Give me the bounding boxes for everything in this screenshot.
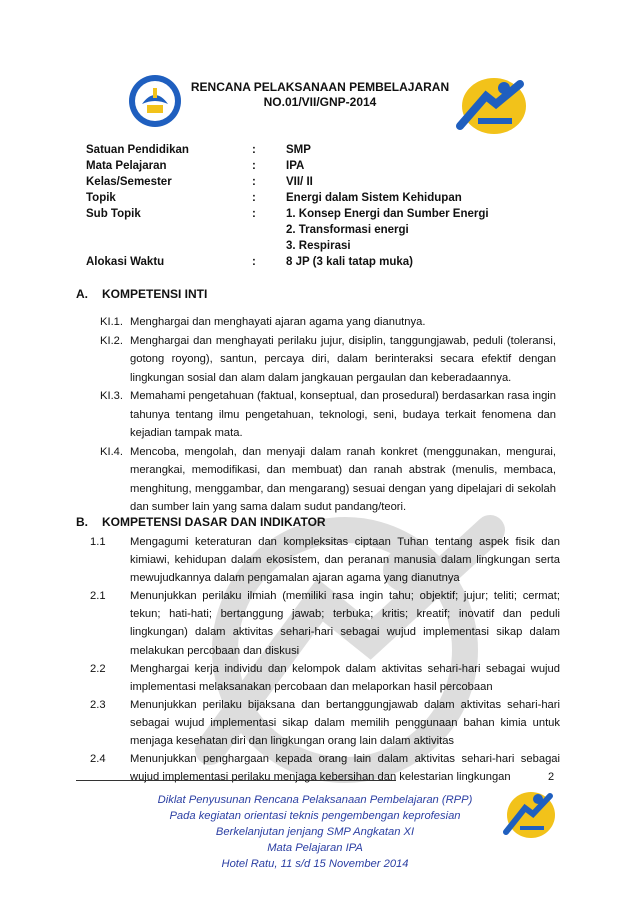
footer-line: Mata Pelajaran IPA	[267, 842, 363, 854]
item-text: Menghargai kerja individu dan kelompok dalam aktivitas sehari-hari sebagai wujud implementasi melaksanakan percobaan dan melaporkan hasil percobaan	[130, 662, 560, 693]
info-row	[86, 256, 556, 272]
footer-line: Berkelanjutan jenjang SMP Angkatan XI	[215, 826, 415, 838]
page-number: 2	[548, 771, 555, 783]
item-text: Memahami pengetahuan (faktual, konseptual, dan prosedural) berdasarkan rasa ingin tahunya tentang ilmu pengetahuan, teknologi, seni, budaya terkait fenomena dan kejadian tampak mata.	[130, 390, 556, 439]
list-item	[90, 587, 560, 659]
item-code: KI.1.	[100, 316, 124, 328]
info-row	[86, 240, 556, 256]
list-item	[100, 332, 556, 388]
info-row	[86, 224, 556, 240]
kompetensi-inti-list	[100, 313, 556, 517]
item-code: 1.1	[90, 536, 106, 548]
item-text: Menunjukkan perilaku bijaksana dan bertanggungjawab dalam aktivitas sehari-hari sebagai wujud implementasi sikap dalam memilih penggunaan bahan kimia untuk menjaga kesehatan diri dan lingkungan orang lain dalam aktivitas	[130, 698, 560, 748]
kompetensi-dasar-list	[90, 533, 560, 786]
info-colon: :	[252, 192, 256, 204]
list-item	[100, 443, 556, 517]
footer-text	[120, 792, 510, 872]
item-code: KI.3.	[100, 390, 124, 402]
info-row	[86, 160, 556, 176]
info-label: Topik	[86, 192, 116, 204]
info-row	[86, 208, 556, 224]
item-text: Mengagumi keteraturan dan kompleksitas ciptaan Tuhan tentang aspek fisik dan kimiawi, kehidupan dalam ekosistem, dan peranan manusia dalam lingkungan serta mewujudkannya dalam pengamalan ajaran agama yang dianutnya	[130, 536, 560, 585]
item-code: 2.3	[90, 698, 106, 711]
footer-divider	[76, 780, 396, 781]
list-item	[90, 533, 560, 587]
info-value: Energi dalam Sistem Kehidupan	[286, 192, 462, 204]
item-text: Mencoba, mengolah, dan menyaji dalam ranah konkret (menggunakan, mengurai, merangkai, memodifikasi, dan membuat) dan ranah abstrak (menulis, membaca, menghitung, menggambar, dan mengarang) sesuai dengan yang dipelajari di sekolah dan sumber lain yang sama dalam sudut pandang/teori.	[130, 445, 556, 513]
item-code: 2.1	[90, 590, 106, 603]
info-row	[86, 176, 556, 192]
document-title: RENCANA PELAKSANAAN PEMBELAJARAN	[190, 80, 450, 94]
info-label: Kelas/Semester	[86, 176, 172, 188]
info-colon: :	[252, 176, 256, 188]
info-colon: :	[252, 144, 256, 156]
item-code: KI.2.	[100, 334, 124, 347]
info-value: 1. Konsep Energi dan Sumber Energi	[286, 208, 489, 220]
info-row	[86, 144, 556, 160]
list-item	[90, 660, 560, 696]
info-label: Mata Pelajaran	[86, 160, 167, 172]
info-label: Alokasi Waktu	[86, 256, 165, 268]
list-item	[100, 387, 556, 443]
info-value: 8 JP (3 kali tatap muka)	[286, 256, 413, 268]
info-colon: :	[252, 208, 256, 220]
item-text: Menghargai dan menghayati perilaku jujur, disiplin, tanggungjawab, peduli (toleransi, gotong royong), santun, percaya diri, dalam berinteraksi secara efektif dengan lingkungan sosial dan alam dalam jangkauan pergaulan dan keberadaannya.	[130, 334, 556, 384]
item-code: 2.4	[90, 753, 106, 766]
info-colon: :	[252, 256, 256, 268]
section-title: KOMPETENSI DASAR DAN INDIKATOR	[102, 515, 326, 529]
kurikulum-2013-footer-logo-icon	[500, 786, 556, 842]
info-value: 2. Transformasi energi	[286, 224, 409, 236]
info-value: SMP	[286, 144, 311, 156]
list-item	[90, 696, 560, 750]
info-row	[86, 192, 556, 208]
section-title: KOMPETENSI INTI	[102, 287, 208, 301]
item-text: Menghargai dan menghayati ajaran agama yang dianutnya.	[130, 316, 426, 328]
footer-line: Pada kegiatan orientasi teknis pengembengan keprofesian	[169, 810, 461, 822]
document-number: NO.01/VII/GNP-2014	[263, 95, 377, 109]
footer-line: Hotel Ratu, 11 s/d 15 November 2014	[221, 858, 409, 870]
info-label: Sub Topik	[86, 208, 141, 220]
info-value: 3. Respirasi	[286, 240, 351, 252]
item-code: KI.4.	[100, 445, 124, 458]
item-text: Menunjukkan penghargaan kepada orang lain dalam aktivitas sehari-hari sebagai wujud implementasi perilaku menjaga kebersihan dan kelestarian lingkungan	[130, 753, 560, 784]
section-letter: A.	[76, 287, 88, 301]
info-colon: :	[252, 160, 256, 172]
info-value: IPA	[286, 160, 305, 172]
item-code: 2.2	[90, 662, 106, 675]
section-letter: B.	[76, 515, 88, 529]
footer-line: Diklat Penyusunan Rencana Pelaksanaan Pembelajaran (RPP)	[157, 794, 473, 806]
info-label: Satuan Pendidikan	[86, 144, 189, 156]
list-item	[100, 313, 556, 332]
item-text: Menunjukkan perilaku ilmiah (memiliki rasa ingin tahu; objektif; jujur; teliti; cermat; tekun; hati-hati; bertanggung jawab; terbuka; kritis; kreatif; inovatif dan peduli lingkungan) dalam aktivitas sehari-hari sebagai wujud implementasi sikap dalam melakukan percobaan dan diskusi	[130, 590, 560, 657]
info-value: VII/ II	[286, 176, 313, 188]
